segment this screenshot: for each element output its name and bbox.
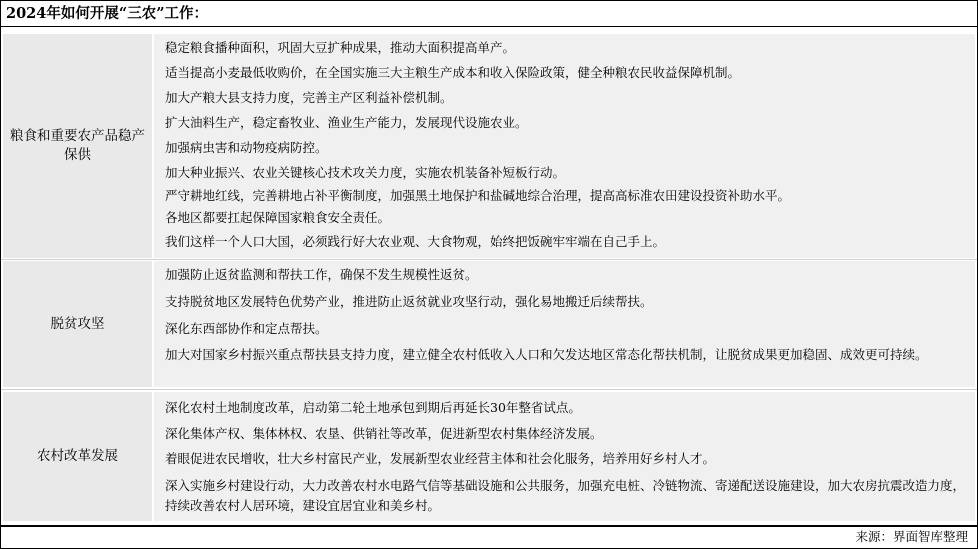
list-item: 着眼促进农民增收，壮大乡村富民产业，发展新型农业经营主体和社会化服务，培养用好乡村人才。 — [165, 451, 716, 466]
list-item: 适当提高小麦最低收购价，在全国实施三大主粮生产成本和收入保险政策，健全种粮农民收益保障机制。 — [165, 65, 741, 80]
section-items — [154, 392, 975, 521]
section-items — [154, 34, 975, 258]
source-note: 来源：界面智库整理 — [855, 529, 968, 544]
section-poverty-alleviation — [1, 261, 977, 387]
section-food-security — [1, 34, 977, 258]
list-item: 稳定粮食播种面积，巩固大豆扩种成果，推动大面积提高单产。 — [165, 40, 516, 55]
footer-divider — [1, 525, 977, 527]
list-item: 深化东西部协作和定点帮扶。 — [165, 321, 328, 336]
section-label: 农村改革发展 — [3, 392, 152, 521]
section-label: 脱贫攻坚 — [3, 261, 152, 387]
list-item: 加强防止返贫监测和帮扶工作，确保不发生规模性返贫。 — [165, 267, 478, 282]
list-item: 各地区都要扛起保障国家粮食安全责任。 — [165, 210, 391, 225]
list-item: 深化农村土地制度改革，启动第二轮土地承包到期后再延长30年整省试点。 — [165, 400, 581, 415]
list-item: 深入实施乡村建设行动，大力改善农村水电路气信等基础设施和公共服务，加强充电桩、冷链物流、寄递配送设施建设，加大农房抗震改造力度，持续改善农村人居环境，建设宜居宜业和美乡村。 — [165, 478, 966, 513]
section-items — [154, 261, 975, 387]
list-item: 严守耕地红线，完善耕地占补平衡制度，加强黑土地保护和盐碱地综合治理，提高高标准农田建设投资补助水平。 — [165, 188, 791, 203]
list-item: 加大产粮大县支持力度，完善主产区利益补偿机制。 — [165, 90, 453, 105]
list-item: 加大种业振兴、农业关键核心技术攻关力度，实施农机装备补短板行动。 — [165, 165, 566, 180]
page-title: 2024年如何开展“三农”工作： — [1, 1, 977, 27]
list-item: 我们这样一个人口大国，必须践行好大农业观、大食物观，始终把饭碗牢牢端在自己手上。 — [165, 234, 666, 249]
list-item: 加大对国家乡村振兴重点帮扶县支持力度，建立健全农村低收入人口和欠发达地区常态化帮扶机制，让脱贫成果更加稳固、成效更可持续。 — [165, 347, 928, 362]
section-divider — [1, 389, 977, 390]
list-item: 扩大油料生产，稳定畜牧业、渔业生产能力，发展现代设施农业。 — [165, 115, 528, 130]
list-item: 支持脱贫地区发展特色优势产业，推进防止返贫就业攻坚行动，强化易地搬迁后续帮扶。 — [165, 294, 653, 309]
section-label: 粮食和重要农产品稳产保供 — [3, 34, 152, 258]
section-rural-reform — [1, 392, 977, 521]
list-item: 深化集体产权、集体林权、农垦、供销社等改革，促进新型农村集体经济发展。 — [165, 426, 603, 441]
section-divider — [1, 259, 977, 260]
list-item: 加强病虫害和动物疫病防控。 — [165, 140, 328, 155]
